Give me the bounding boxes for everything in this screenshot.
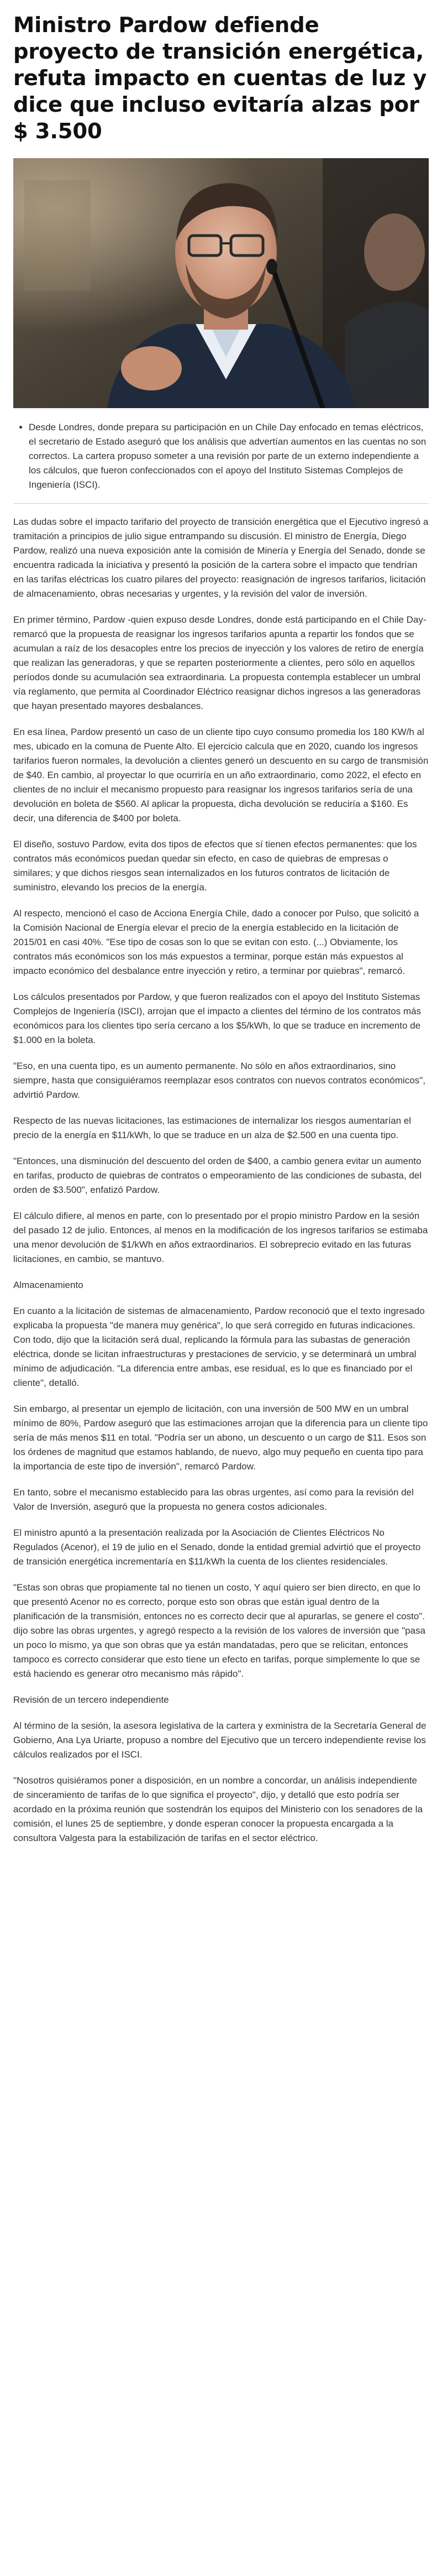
paragraph: "Nosotros quisiéramos poner a disposición, en un nombre a concordar, un análisis independiente de sinceramiento de tarifas de lo que significa el proyecto", dijo, y detalló que esto podría ser acordado en la próxima reunión que sostendrán los equipos del Ministerio con los senadores de la comisión, el lunes 25 de septiembre, y donde esperan conocer la propuesta encargada a la consultora Valgesta para la estabilización de tarifas en el sector eléctrico. bbox=[13, 1775, 423, 1843]
paragraph: En cuanto a la licitación de sistemas de almacenamiento, Pardow reconoció que el texto ingresado explicaba la propuesta "de manera muy genérica", lo que será corregido en futuras indicaciones. Con todo, dijo que la licitación será dual, replicando la fórmula para las subastas de generación eléctrica, donde se licitan infraestructuras y prestaciones de servicio, y se determinará un umbral mínimo de adjudicación. "La diferencia entre ambas, ese residual, es lo que es financiado por el cliente", detalló. bbox=[13, 1306, 425, 1388]
summary-divider bbox=[13, 503, 429, 504]
paragraph: Al término de la sesión, la asesora legislativa de la cartera y exministra de la Secretaría General de Gobierno, Ana Lya Uriarte, propuso a nombre del Ejecutivo que un tercero independiente revise los cálculos realizados por el ISCI. bbox=[13, 1720, 427, 1760]
paragraph: En tanto, sobre el mecanismo establecido para las obras urgentes, así como para la revisión del Valor de Inversión, aseguró que la propuesta no genera costos adicionales. bbox=[13, 1487, 414, 1512]
paragraph: "Estas son obras que propiamente tal no tienen un costo, Y aquí quiero ser bien directo, en que lo que presentó Acenor no es correcto, porque esto son obras que están igual dentro de la planificación de la transmisión, entonces no es correcto decir que al apurarlas, se genere el costo". dijo sobre las obras urgentes, y agregó respecto a la revisión de los valores de inversión que "pasa un poco lo mismo, ya que son obras que ya están mandatadas, pero que se relicitan, entonces tampoco es correcto considerar que esto tiene un efecto en tarifas, porque simplemente lo que se está haciendo es generar otro mecanismo más rápido". bbox=[13, 1582, 425, 1679]
article-summary bbox=[13, 420, 429, 492]
article-body bbox=[13, 515, 429, 1845]
summary-item: • Desde Londres, donde prepara su participación en un Chile Day enfocado en temas eléctricos, el secretario de Estado aseguró que los análisis que advertían aumentos en las cuentas no son correctos. La cartera propuso someter a una revisión por parte de un externo independiente a los cálculos, que fueron confeccionados con el apoyo del Instituto Sistemas Complejos de Ingeniería (ISCI). bbox=[29, 420, 429, 492]
article-headline: Ministro Pardow defiende proyecto de transición energética, refuta impacto en cuentas de luz y dice que incluso evitaría alzas por $ 3.500 bbox=[13, 13, 427, 144]
hero-photo bbox=[13, 158, 429, 408]
paragraph: El diseño, sostuvo Pardow, evita dos tipos de efectos que sí tienen efectos permanentes: que los contratos más económicos puedan quedar sin efecto, en caso de quiebras de empresas o similares; y que dichos riesgos sean internalizados en los futuros contratos de licitación de suministro, elevando los precios de la energía. bbox=[13, 839, 417, 893]
paragraph: Los cálculos presentados por Pardow, y que fueron realizados con el apoyo del Instituto Sistemas Complejos de Ingeniería (ISCI), arrojan que el impacto a clientes del término de los contratos más económicos para los clientes tipo sería cercano a los $5/kWh, lo que se traduce en incremento de $1.000 en la boleta. bbox=[13, 992, 421, 1045]
hero-photo-illustration bbox=[13, 158, 429, 408]
paragraph: Las dudas sobre el impacto tarifario del proyecto de transición energética que el Ejecutivo ingresó a tramitación a principios de julio sigue entrampando su discusión. El ministro de Energía, Diego Pardow, realizó una nueva exposición ante la comisión de Minería y Energía del Senado, donde se encuentra radicada la iniciativa y presentó la posición de la cartera sobre el impacto que tendrían en las tarifas eléctricas los cuatro pilares del proyecto: reasignación de ingresos tarifarios, licitación de almacenamiento, obras necesarias y urgentes, y la revisión del valor de inversión. bbox=[13, 517, 429, 599]
paragraph: En esa línea, Pardow presentó un caso de un cliente tipo cuyo consumo promedia los 180 KW/h al mes, ubicado en la comuna de Puente Alto. El ejercicio calcula que en 2020, cuando los ingresos tarifarios fueron normales, la devolución a clientes generó un descuento en su cargo de transmisión de $40. En cambio, al proyectar lo que ocurriría en un año extraordinario, como 2022, el efecto en clientes de no incluir el mecanismo propuesto para reasignar los ingresos tarifarios sería de una devolución en boleta de $560. Al aplicar la propuesta, dicha devolución se reduciría a $160. Es decir, una diferencia de $400 por boleta. bbox=[13, 727, 429, 823]
paragraph: "Entonces, una disminución del descuento del orden de $400, a cambio genera evitar un aumento en tarifas, producto de quiebras de contratos o empeoramiento de las condiciones de subasta, del orden de $3.500", enfatizó Pardow. bbox=[13, 1156, 422, 1195]
paragraph: En primer término, Pardow -quien expuso desde Londres, donde está participando en el Chile Day- remarcó que la propuesta de reasignar los ingresos tarifarios apunta a repartir los fondos que se acumulan a raíz de los desacoples entre los precios de inyección y los valores de retiro de energía que realizan las generadoras, y que se reparten posteriormente a clientes, pero sólo en aquellos períodos donde su acumulación sea extraordinaria. La propuesta contempla establecer un umbral vía reglamento, que permita al Coordinador Eléctrico reasignar dichos ingresos a las generadoras que hayan presentado mayores desbalances. bbox=[13, 614, 427, 711]
paragraph: Sin embargo, al presentar un ejemplo de licitación, con una inversión de 500 MW en un umbral mínimo de 80%, Pardow aseguró que las estimaciones arrojan que la diferencia para un cliente tipo sería de más menos $11 en total. "Podría ser un abono, un descuento o un cargo de $11. Esos son los órdenes de magnitud que estamos hablando, de nuevo, algo muy pequeño en cuenta tipo para la importancia de este tipo de inversión", remarcó Pardow. bbox=[13, 1404, 428, 1472]
paragraph: El cálculo difiere, al menos en parte, con lo presentado por el propio ministro Pardow en la sesión del pasado 12 de julio. Entonces, al menos en la modificación de los ingresos tarifarios se estimaba una menor devolución de $1/kWh en años extraordinarios. El sobreprecio evitado en las futuras licitaciones, en cambio, se mantuvo. bbox=[13, 1211, 428, 1264]
paragraph: "Eso, en una cuenta tipo, es un aumento permanente. No sólo en años extraordinarios, sino siempre, hasta que consiguiéramos reemplazar esos contratos con nuevos contratos económicos", advirtió Pardow. bbox=[13, 1061, 425, 1100]
section-subhead-review: Revisión de un tercero independiente bbox=[13, 1694, 169, 1705]
paragraph: Respecto de las nuevas licitaciones, las estimaciones de internalizar los riesgos aumentarían el precio de la energía en $11/kWh, lo que se traduce en un alza de $2.500 en una cuenta tipo. bbox=[13, 1115, 412, 1140]
paragraph: Al respecto, mencionó el caso de Acciona Energía Chile, dado a conocer por Pulso, que solicitó a la Comisión Nacional de Energía elevar el precio de la energía establecido en la licitación de 2015/01 en casi 40%. "Ese tipo de cosas son lo que se evitan con esto. (...) Obviamente, los contratos más económicos son los más expuestos a terminar, porque están más expuestos al impacto económico del desbalance entre inyección y retiro, a terminar por quiebras", remarcó. bbox=[13, 908, 419, 976]
article bbox=[13, 0, 429, 1845]
paragraph: El ministro apuntó a la presentación realizada por la Asociación de Clientes Eléctricos No Regulados (Acenor), el 19 de julio en el Senado, donde la entidad gremial advirtió que el proyecto de transición energética incrementaría en $11/kWh la cuenta de los clientes residenciales. bbox=[13, 1527, 421, 1567]
section-subhead-storage: Almacenamiento bbox=[13, 1280, 83, 1290]
